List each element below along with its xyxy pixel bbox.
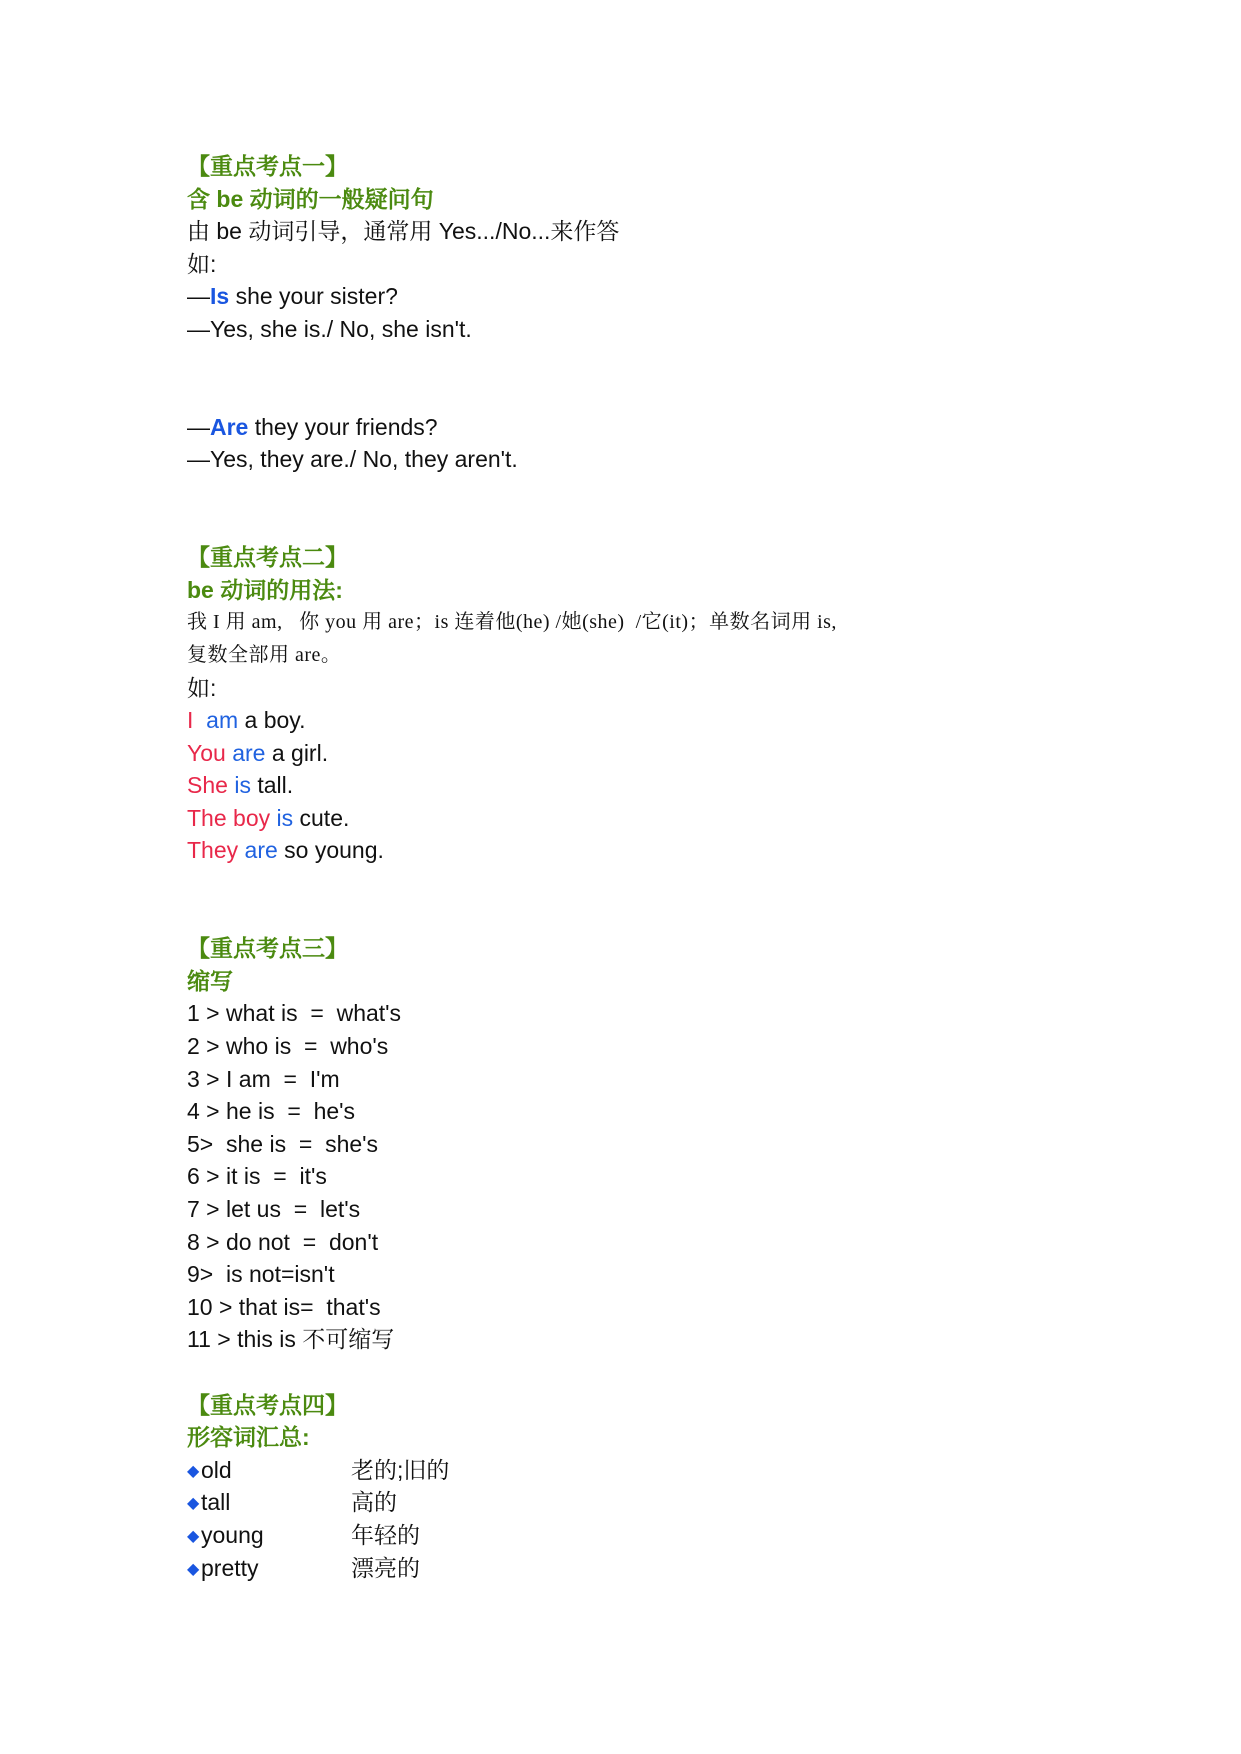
subject: You [187, 739, 226, 766]
example-sentence: You are a girl. [187, 739, 329, 766]
adjective-cn: 高的 [351, 1489, 397, 1516]
be-verb: are [244, 837, 278, 864]
section-3 [187, 932, 1087, 1388]
document-page [187, 150, 1087, 1584]
example-label: 如: [187, 674, 217, 701]
section-subtitle: be 动词的用法: [187, 576, 343, 603]
section-title: 【重点考点四】 [187, 1391, 348, 1418]
list-item: 4 > he is = he's [187, 1098, 356, 1125]
example-sentence: She is tall. [187, 772, 294, 799]
subject: She [187, 772, 228, 799]
be-verb: are [232, 739, 266, 766]
adjective-row [187, 1552, 1087, 1585]
adjective-row [187, 1454, 1087, 1487]
section-title: 【重点考点三】 [187, 935, 348, 962]
be-verb: Is [210, 283, 230, 310]
be-verb: Are [210, 413, 249, 440]
list-item: 11 > this is 不可缩写 [187, 1326, 395, 1353]
list-item: 10 > that is= that's [187, 1293, 381, 1320]
section-title: 【重点考点二】 [187, 544, 348, 571]
diamond-bullet-icon: ◆ [187, 1560, 200, 1578]
section-2 [187, 541, 1087, 932]
adjective-en: pretty [201, 1554, 259, 1581]
diamond-bullet-icon: ◆ [187, 1462, 200, 1480]
section-subtitle: 形容词汇总: [187, 1424, 310, 1451]
subject: The boy [187, 804, 271, 831]
example-answer: —Yes, they are./ No, they aren't. [187, 446, 518, 473]
be-verb: is [234, 772, 251, 799]
list-item: 5> she is = she's [187, 1130, 379, 1157]
rule-text: 复数全部用 are。 [187, 643, 342, 666]
example-question: —Are they your friends? [187, 413, 438, 440]
list-item: 6 > it is = it's [187, 1163, 327, 1190]
be-verb: is [276, 804, 294, 831]
example-sentence: The boy is cute. [187, 804, 350, 831]
adjective-cn: 年轻的 [351, 1521, 420, 1548]
example-sentence: They are so young. [187, 837, 384, 864]
example-answer: —Yes, she is./ No, she isn't. [187, 315, 472, 342]
adjective-en: old [201, 1456, 232, 1483]
adjective-cn: 漂亮的 [351, 1554, 420, 1581]
diamond-bullet-icon: ◆ [187, 1527, 200, 1545]
list-item: 8 > do not = don't [187, 1228, 379, 1255]
example-question: —Is she your sister? [187, 283, 398, 310]
diamond-bullet-icon: ◆ [187, 1495, 200, 1513]
section-intro: 由 be 动词引导，通常用 Yes.../No...来作答 [187, 218, 620, 245]
section-1 [187, 150, 1087, 541]
section-subtitle: 含 be 动词的一般疑问句 [187, 185, 434, 212]
list-item: 2 > who is = who's [187, 1033, 389, 1060]
adjective-row [187, 1486, 1087, 1519]
rule-text: 我 I 用 am, 你 you 用 are；is 连着他(he) /她(she) /它(it)；单数名词用 is, [187, 611, 837, 634]
adjective-row [187, 1519, 1087, 1552]
subject: I [187, 707, 194, 734]
adjective-en: young [201, 1521, 264, 1548]
list-item: 1 > what is = what's [187, 1000, 402, 1027]
section-4 [187, 1389, 1087, 1585]
list-item: 7 > let us = let's [187, 1196, 361, 1222]
adjective-en: tall [201, 1489, 231, 1516]
list-item: 9> is not=isn't [187, 1261, 335, 1288]
subject: They [187, 837, 239, 864]
list-item: 3 > I am = I'm [187, 1065, 340, 1092]
section-subtitle: 缩写 [187, 967, 233, 994]
example-sentence: I am a boy. [187, 707, 306, 734]
adjective-cn: 老的;旧的 [351, 1456, 450, 1483]
example-label: 如: [187, 250, 217, 277]
be-verb: am [206, 707, 239, 734]
section-title: 【重点考点一】 [187, 153, 348, 179]
